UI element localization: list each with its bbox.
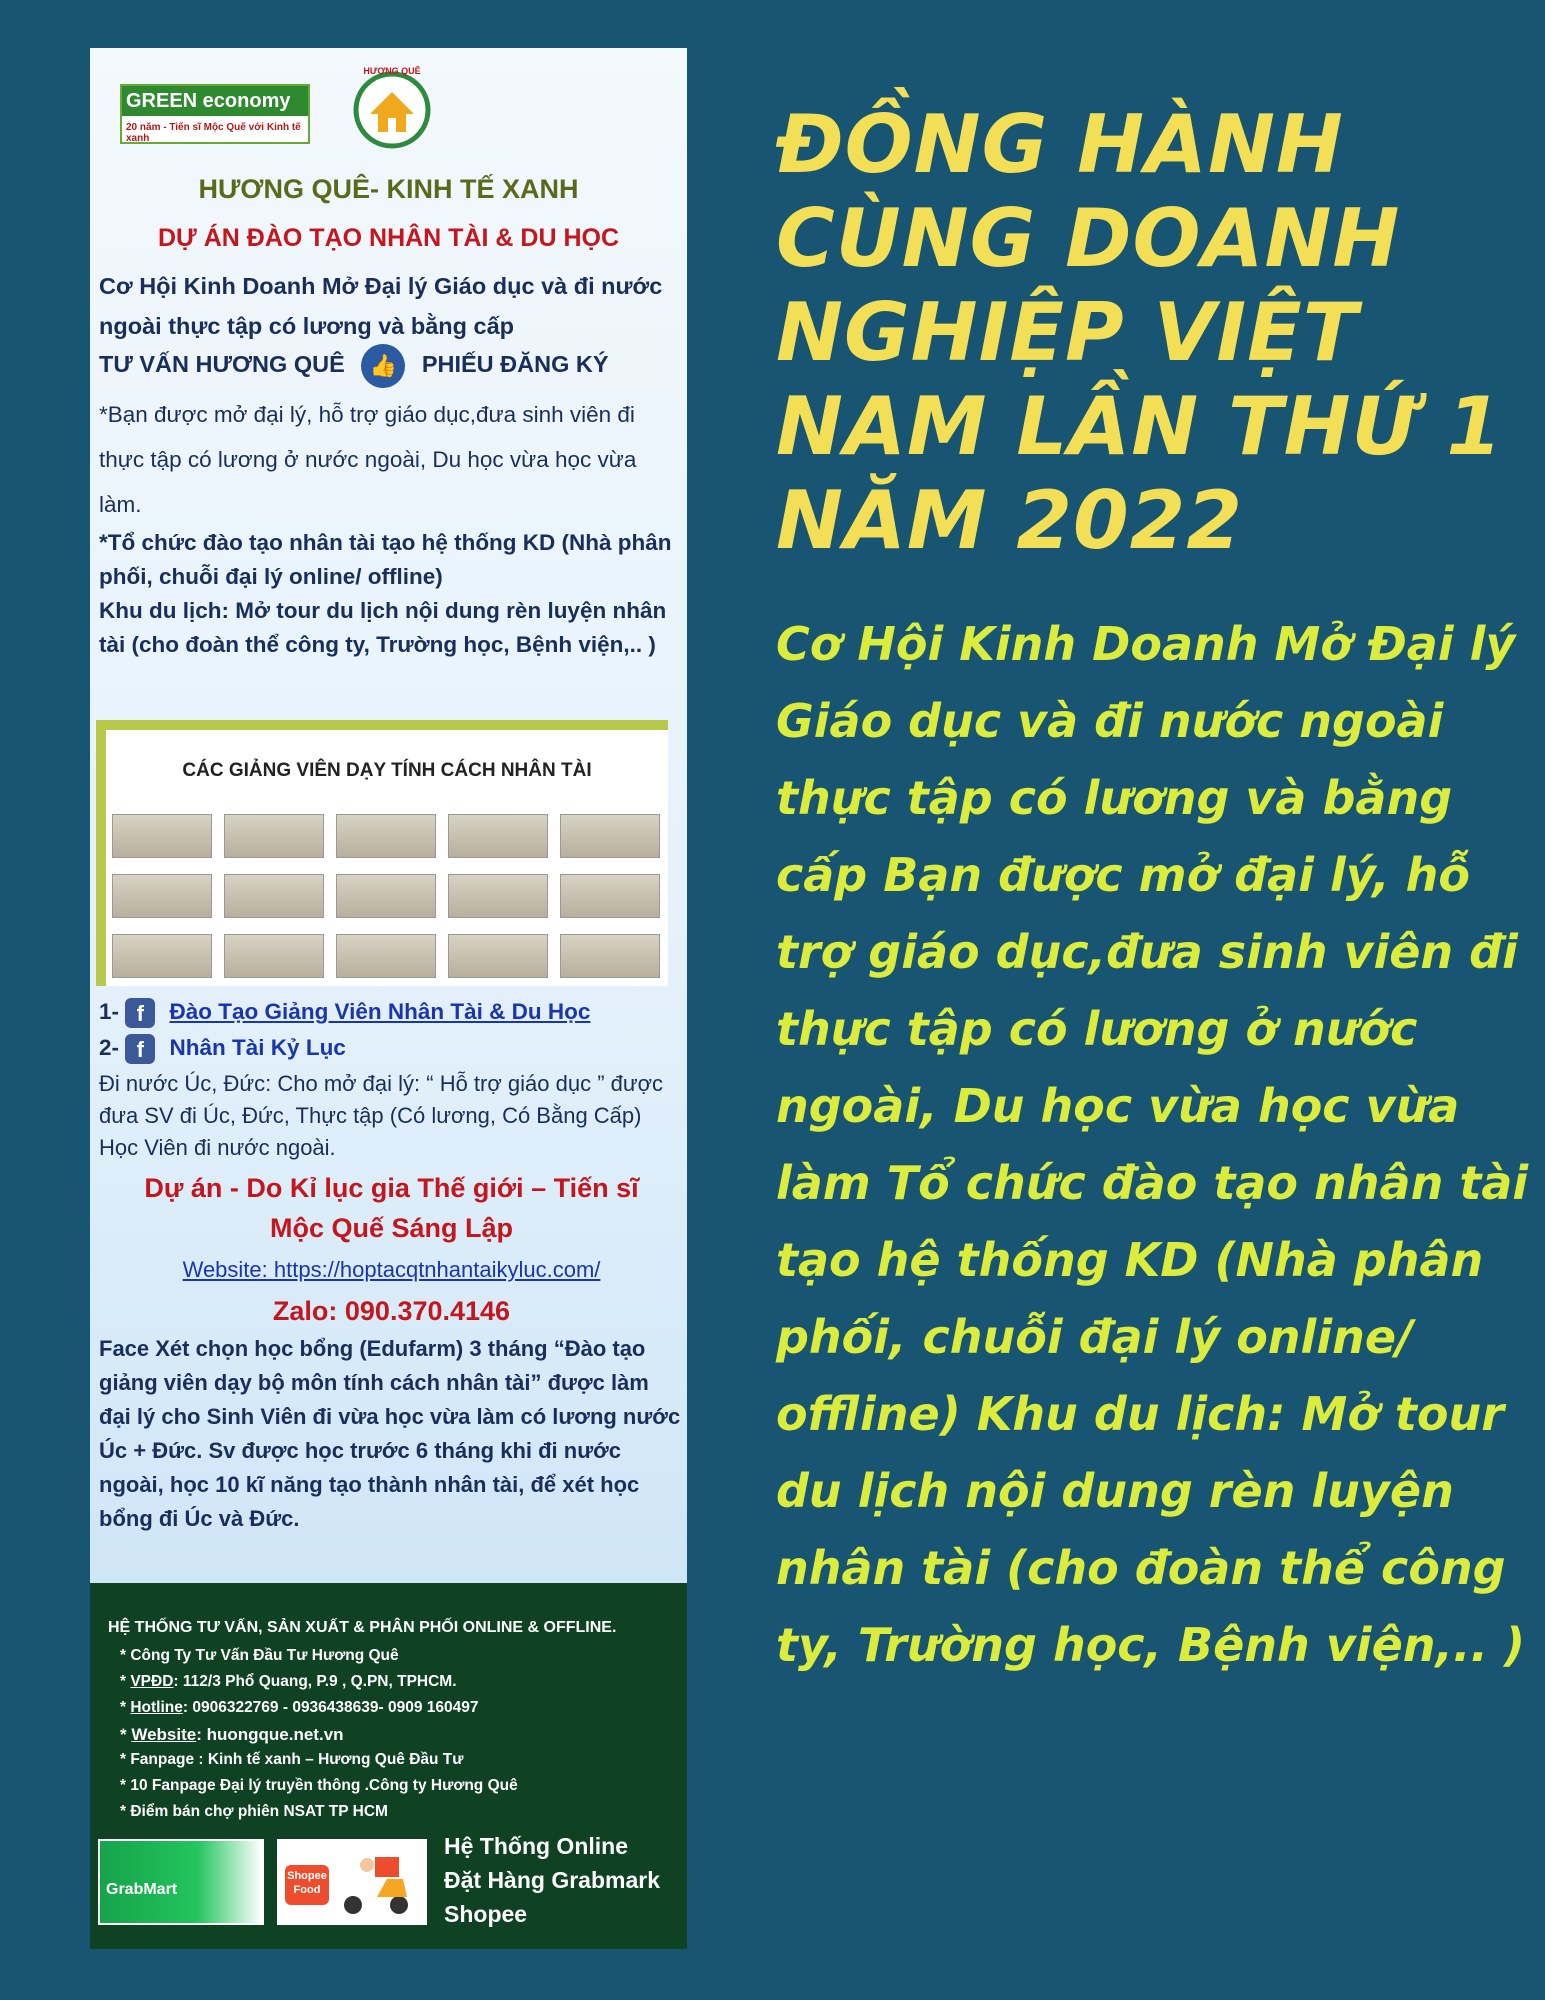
- grabmart-label: GrabMart: [106, 1881, 178, 1898]
- intro-text: Cơ Hội Kinh Doanh Mở Đại lý Giáo dục và đi nước ngoài thực tập có lương và bằng cấp: [99, 273, 663, 339]
- footer-website-label: Website: [131, 1725, 197, 1744]
- lecturer-thumb: [560, 874, 660, 918]
- shopee-food-logo: Shopee Food: [285, 1865, 329, 1905]
- facebook-icon[interactable]: f: [125, 1034, 155, 1064]
- footer-hotline: * Hotline: 0906322769 - 0936438639- 0909 160497: [120, 1699, 479, 1716]
- project-line-2: Mộc Quế Sáng Lập: [269, 1213, 514, 1243]
- link-number-2: 2-: [99, 1035, 120, 1060]
- lecturers-photo: [96, 720, 668, 986]
- huong-que-logo: [348, 62, 436, 150]
- lecturer-thumb: [112, 934, 212, 978]
- footer-office-label: VPĐD: [130, 1673, 174, 1690]
- footer-office: * VPĐD: 112/3 Phổ Quang, P.9 , Q.PN, TPHCM.: [120, 1673, 457, 1690]
- footer-company: * Công Ty Tư Vấn Đầu Tư Hương Quê: [120, 1647, 399, 1664]
- lecturer-thumbnails: [112, 814, 660, 978]
- lecturer-thumb: [448, 814, 548, 858]
- facebook-link-row-1: [99, 994, 684, 1030]
- footer-market: * Điểm bán chợ phiên NSAT TP HCM: [120, 1803, 388, 1820]
- thumbs-up-icon[interactable]: 👍: [361, 344, 405, 388]
- lecturer-thumb: [224, 814, 324, 858]
- online-line-1: Hệ Thống Online: [444, 1833, 628, 1859]
- lecturer-thumb: [224, 874, 324, 918]
- online-line-3: Shopee: [444, 1901, 528, 1927]
- para-training: *Tổ chức đào tạo nhân tài tạo hệ thống KD (Nhà phân phối, chuỗi đại lý online/ offline): [99, 530, 672, 589]
- footer-header: HỆ THỐNG TƯ VẤN, SẢN XUẤT & PHÂN PHỐI ONLINE & OFFLINE.: [108, 1619, 617, 1636]
- consult-label: TƯ VẤN HƯƠNG QUÊ: [99, 351, 345, 378]
- para-agency: *Bạn được mở đại lý, hỗ trợ giáo dục,đưa sinh viên đi thực tập có lương ở nước ngoài, Du học vừa học vừa làm.: [99, 402, 637, 517]
- online-order-system: [444, 1829, 660, 1931]
- facebook-link-2[interactable]: Nhân Tài Kỷ Lục: [169, 1035, 346, 1060]
- photo-title: CÁC GIẢNG VIÊN DẠY TÍNH CÁCH NHÂN TÀI: [182, 760, 592, 781]
- para-abroad: Đi nước Úc, Đức: Cho mở đại lý: “ Hỗ trợ giáo dục ” được đưa SV đi Úc, Đức, Thực tập (Có lương, Có Bằng Cấp) Học Viên đi nước ngoài.: [99, 1071, 664, 1160]
- lecturer-thumb: [336, 874, 436, 918]
- huong-que-logo-text: HƯƠNG QUÊ: [363, 66, 421, 76]
- facebook-link-1[interactable]: Đào Tạo Giảng Viên Nhân Tài & Du Học: [169, 999, 591, 1024]
- delivery-scooter-icon: [337, 1849, 417, 1917]
- project-founder: [99, 1168, 684, 1248]
- project-line-1: Dự án - Do Kỉ lục gia Thế giới – Tiến sĩ: [144, 1173, 639, 1203]
- website-link[interactable]: Website: https://hoptacqtnhantaikyluc.com/: [182, 1257, 601, 1282]
- footer-hotline-value: : 0906322769 - 0936438639- 0909 160497: [182, 1699, 479, 1716]
- project-title: DỰ ÁN ĐÀO TẠO NHÂN TÀI & DU HỌC: [158, 224, 619, 252]
- lecturer-thumb: [560, 814, 660, 858]
- footer-fanpages-agency: * 10 Fanpage Đại lý truyền thông .Công ty Hương Quê: [120, 1777, 518, 1794]
- footer-website: * Website: huongque.net.vn: [120, 1725, 344, 1744]
- facebook-icon[interactable]: f: [125, 998, 155, 1028]
- lecturer-thumb: [112, 874, 212, 918]
- facebook-link-row-2: [99, 1030, 684, 1066]
- green-economy-tagline: 20 năm - Tiến sĩ Mộc Quế với Kinh tế xanh: [126, 122, 301, 144]
- lecturer-thumb: [112, 814, 212, 858]
- para-scholarship: Face Xét chọn học bổng (Edufarm) 3 tháng “Đào tạo giảng viên dạy bộ môn tính cách nhân tài” được làm đại lý cho Sinh Viên đi vừa học vừa làm có lương nước Úc + Đức. Sv được học trước 6 tháng khi đi nước ngoài, học 10 kĩ năng tạo thành nhân tài, để xét học bổng đi Úc và Đức.: [99, 1336, 681, 1531]
- footer-office-value: : 112/3 Phổ Quang, P.9 , Q.PN, TPHCM.: [173, 1673, 457, 1690]
- green-economy-wordmark: GREEN economy: [122, 86, 308, 116]
- lecturer-thumb: [448, 874, 548, 918]
- main-body-text: Cơ Hội Kinh Doanh Mở Đại lý Giáo dục và đi nước ngoài thực tập có lương và bằng cấp Bạn được mở đại lý, hỗ trợ giáo dục,đưa sinh viên đi thực tập có lương ở nước ngoài, Du học vừa học vừa làm Tổ chức đào tạo nhân tài tạo hệ thống KD (Nhà phân phối, chuỗi đại lý online/ offline) Khu du lịch: Mở tour du lịch nội dung rèn luyện nhân tài (cho đoàn thể công ty, Trường học, Bệnh viện,.. ): [776, 617, 1529, 1672]
- lecturer-thumb: [336, 814, 436, 858]
- zalo-contact: Zalo: 090.370.4146: [272, 1296, 511, 1326]
- brand-title: HƯƠNG QUÊ- KINH TẾ XANH: [198, 174, 579, 204]
- footer-hotline-label: Hotline: [130, 1699, 183, 1716]
- flyer-panel: [90, 48, 687, 1583]
- main-headline: ĐỒNG HÀNH CÙNG DOANH NGHIỆP VIỆT NAM LẦN THỨ 1 NĂM 2022: [776, 98, 1504, 567]
- footer-panel: [90, 1583, 687, 1949]
- online-line-2: Đặt Hàng Grabmark: [444, 1867, 661, 1893]
- lecturer-thumb: [336, 934, 436, 978]
- consult-row: [99, 344, 684, 388]
- register-link[interactable]: PHIẾU ĐĂNG KÝ: [421, 351, 609, 378]
- green-economy-logo: [120, 84, 310, 144]
- lecturer-thumb: [448, 934, 548, 978]
- lecturer-thumb: [224, 934, 324, 978]
- para-tourism: Khu du lịch: Mở tour du lịch nội dung rèn luyện nhân tài (cho đoàn thể công ty, Trường học, Bệnh viện,.. ): [99, 598, 667, 657]
- shopee-food-banner[interactable]: [277, 1839, 427, 1925]
- footer-website-value[interactable]: : huongque.net.vn: [196, 1725, 344, 1744]
- footer-fanpage: * Fanpage : Kinh tế xanh – Hương Quê Đầu Tư: [120, 1751, 464, 1768]
- grabmart-banner[interactable]: [98, 1839, 264, 1925]
- link-number-1: 1-: [99, 999, 120, 1024]
- lecturer-thumb: [560, 934, 660, 978]
